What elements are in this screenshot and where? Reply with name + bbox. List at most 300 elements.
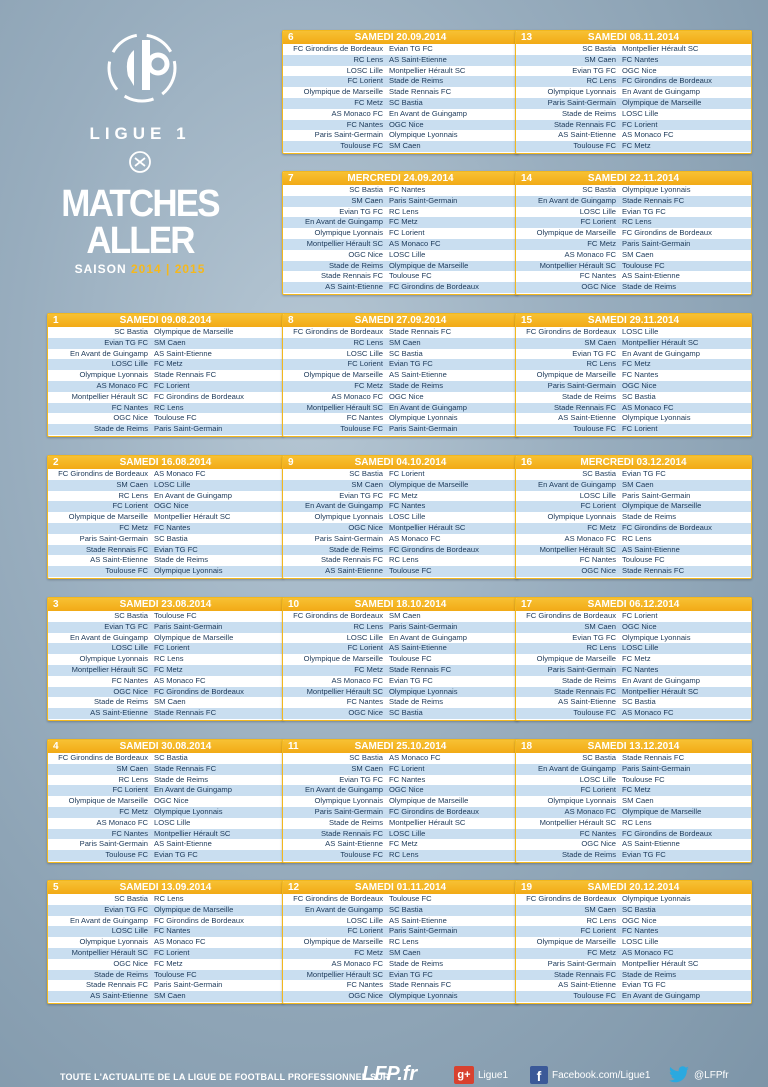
match-row (48, 753, 283, 764)
match-list (283, 894, 518, 1002)
away-team: RC Lens (389, 555, 419, 565)
match-row (283, 392, 518, 403)
away-team: AS Saint-Etienne (622, 839, 680, 849)
match-row (516, 501, 751, 512)
home-team: Toulouse FC (573, 708, 616, 718)
match-row (283, 611, 518, 622)
match-row (516, 775, 751, 786)
match-row (48, 501, 283, 512)
away-team: Evian TG FC (622, 980, 666, 990)
away-team: Paris Saint-Germain (154, 424, 223, 434)
away-team: FC Metz (389, 839, 418, 849)
away-team: Olympique Lyonnais (389, 686, 458, 696)
match-row (283, 55, 518, 66)
home-team: OGC Nice (348, 522, 383, 532)
match-list (516, 327, 751, 435)
home-team: AS Monaco FC (331, 108, 383, 118)
away-team: FC Metz (389, 490, 418, 500)
home-team: Evian TG FC (339, 490, 383, 500)
match-row (48, 708, 283, 719)
away-team: Montpellier Hérault SC (389, 65, 466, 75)
away-team: Stade Rennais FC (622, 195, 685, 205)
home-team: FC Girondins de Bordeaux (526, 611, 616, 620)
match-row (283, 980, 518, 991)
match-row (516, 555, 751, 566)
match-row (283, 130, 518, 141)
match-row (516, 217, 751, 228)
home-team: SM Caen (351, 479, 383, 489)
home-team: FC Lorient (580, 501, 616, 511)
home-team: SC Bastia (114, 894, 148, 903)
matchday-card (47, 880, 284, 1004)
home-team: LOSC Lille (346, 65, 383, 75)
matchday-card (515, 455, 752, 579)
home-team: Olympique de Marseille (303, 370, 383, 380)
match-row (516, 261, 751, 272)
match-row (516, 403, 751, 414)
home-team: FC Lorient (347, 359, 383, 369)
match-row (283, 87, 518, 98)
match-row (283, 775, 518, 786)
home-team: Evian TG FC (104, 337, 148, 347)
away-team: OGC Nice (622, 65, 657, 75)
away-team: AS Monaco FC (389, 753, 441, 762)
away-team: SM Caen (154, 337, 186, 347)
away-team: AS Saint-Etienne (154, 839, 212, 849)
away-team: FC Nantes (389, 501, 426, 511)
home-team: Olympique de Marseille (536, 370, 616, 380)
away-team: Toulouse FC (389, 654, 432, 664)
match-row (516, 785, 751, 796)
matchday-card (282, 739, 519, 863)
matchday-number: 17 (521, 599, 533, 610)
away-team: AS Saint-Etienne (389, 370, 447, 380)
away-team: OGC Nice (622, 915, 657, 925)
match-row (516, 271, 751, 282)
home-team: Olympique Lyonnais (547, 512, 616, 522)
away-team: FC Girondins de Bordeaux (154, 686, 244, 696)
football-icon (128, 150, 152, 174)
away-team: OGC Nice (622, 621, 657, 631)
match-row (48, 785, 283, 796)
home-team: Montpellier Hérault SC (306, 969, 383, 979)
home-team: Montpellier Hérault SC (539, 544, 616, 554)
home-team: OGC Nice (581, 282, 616, 292)
away-team: Stade de Reims (389, 76, 444, 86)
home-team: AS Saint-Etienne (90, 991, 148, 1001)
away-team: AS Monaco FC (622, 947, 674, 957)
matchday-date: SAMEDI 13.12.2014 (587, 741, 680, 752)
home-team: Montpellier Hérault SC (306, 402, 383, 412)
match-row (516, 109, 751, 120)
title-line-2: ALLER (86, 220, 194, 262)
away-team: En Avant de Guingamp (622, 675, 700, 685)
away-team: En Avant de Guingamp (622, 991, 700, 1001)
matchday-number: 8 (288, 315, 294, 326)
match-row (48, 829, 283, 840)
match-row (283, 970, 518, 981)
match-row (283, 622, 518, 633)
home-team: FC Metz (354, 664, 383, 674)
away-team: Olympique de Marseille (389, 260, 469, 270)
match-row (48, 775, 283, 786)
home-team: Paris Saint-Germain (547, 958, 616, 968)
away-team: SM Caen (154, 991, 186, 1001)
matchday-header (283, 456, 518, 469)
home-team: OGC Nice (113, 686, 148, 696)
match-list (48, 469, 283, 577)
match-row (283, 555, 518, 566)
matchday-card (282, 455, 519, 579)
home-team: FC Lorient (347, 76, 383, 86)
home-team: FC Metz (119, 522, 148, 532)
matchday-header (283, 598, 518, 611)
away-team: FC Nantes (389, 185, 426, 194)
away-team: FC Nantes (154, 522, 191, 532)
home-team: En Avant de Guingamp (538, 195, 616, 205)
away-team: Montpellier Hérault SC (389, 817, 466, 827)
match-list (283, 44, 518, 152)
match-row (283, 764, 518, 775)
matchday-header (516, 881, 751, 894)
home-team: Stade de Reims (93, 424, 148, 434)
home-team: FC Metz (587, 947, 616, 957)
matchday-card (515, 880, 752, 1004)
matchday-header (516, 31, 751, 44)
match-row (516, 120, 751, 131)
matchday-date: SAMEDI 01.11.2014 (354, 882, 447, 893)
away-team: Olympique Lyonnais (154, 806, 223, 816)
home-team: Paris Saint-Germain (79, 839, 148, 849)
match-row (516, 948, 751, 959)
footer (0, 1062, 768, 1087)
home-team: En Avant de Guingamp (70, 348, 148, 358)
matchday-number: 3 (53, 599, 59, 610)
gplus-label: Ligue1 (478, 1069, 509, 1081)
home-team: Paris Saint-Germain (547, 97, 616, 107)
away-team: FC Lorient (154, 947, 190, 957)
page-title (48, 183, 232, 262)
home-team: AS Monaco FC (96, 817, 148, 827)
away-team: Toulouse FC (389, 271, 432, 281)
home-team: FC Girondins de Bordeaux (58, 753, 148, 762)
match-row (516, 708, 751, 719)
away-team: OGC Nice (622, 380, 657, 390)
away-team: Olympique Lyonnais (622, 185, 691, 194)
match-row (283, 665, 518, 676)
away-team: FC Metz (154, 664, 183, 674)
match-row (516, 818, 751, 829)
match-row (48, 697, 283, 708)
match-row (48, 894, 283, 905)
match-row (516, 282, 751, 293)
match-row (283, 76, 518, 87)
home-team: Olympique Lyonnais (79, 654, 148, 664)
home-team: FC Lorient (347, 643, 383, 653)
match-row (283, 512, 518, 523)
away-team: Montpellier Hérault SC (389, 522, 466, 532)
away-team: OGC Nice (389, 119, 424, 129)
matchday-number: 12 (288, 882, 300, 893)
matchday-date: SAMEDI 16.08.2014 (119, 457, 212, 468)
matchday-header (283, 881, 518, 894)
away-team: FC Lorient (154, 380, 190, 390)
away-team: En Avant de Guingamp (389, 402, 467, 412)
match-row (48, 534, 283, 545)
match-row (516, 926, 751, 937)
home-team: Olympique de Marseille (303, 937, 383, 947)
match-row (283, 44, 518, 55)
away-team: Stade Rennais FC (389, 87, 452, 97)
home-team: SM Caen (116, 763, 148, 773)
home-team: SC Bastia (582, 469, 616, 478)
away-team: SC Bastia (622, 904, 656, 914)
match-list (48, 894, 283, 1002)
away-team: AS Monaco FC (154, 469, 206, 478)
match-row (48, 643, 283, 654)
away-team: Olympique de Marseille (389, 479, 469, 489)
home-team: Evian TG FC (104, 621, 148, 631)
match-row (516, 327, 751, 338)
match-row (48, 980, 283, 991)
away-team: LOSC Lille (389, 512, 426, 522)
matchday-header (516, 172, 751, 185)
matchday-header (48, 456, 283, 469)
match-row (516, 905, 751, 916)
away-team: FC Metz (389, 217, 418, 227)
home-team: Stade Rennais FC (320, 271, 383, 281)
away-team: Stade de Reims (622, 282, 677, 292)
home-team: LOSC Lille (579, 206, 616, 216)
home-team: Evian TG FC (104, 904, 148, 914)
home-team: FC Metz (354, 380, 383, 390)
home-team: FC Nantes (346, 413, 383, 423)
home-team: Olympique Lyonnais (547, 87, 616, 97)
match-list (283, 327, 518, 435)
home-team: Paris Saint-Germain (314, 533, 383, 543)
home-team: Olympique Lyonnais (314, 228, 383, 238)
match-row (48, 676, 283, 687)
home-team: OGC Nice (348, 708, 383, 718)
match-row (283, 228, 518, 239)
twitter-label: @LFPfr (694, 1069, 729, 1081)
away-team: FC Lorient (154, 643, 190, 653)
home-team: Stade de Reims (561, 850, 616, 860)
match-list (283, 753, 518, 861)
away-team: Stade de Reims (622, 512, 677, 522)
match-row (48, 991, 283, 1002)
match-list (516, 469, 751, 577)
match-row (48, 665, 283, 676)
match-list (283, 469, 518, 577)
matchday-card (47, 597, 284, 721)
match-row (516, 566, 751, 577)
home-team: RC Lens (353, 337, 383, 347)
match-row (48, 512, 283, 523)
away-team: Paris Saint-Germain (154, 621, 223, 631)
away-team: Montpellier Hérault SC (622, 44, 699, 53)
away-team: Evian TG FC (389, 44, 433, 53)
match-row (516, 980, 751, 991)
away-team: FC Nantes (154, 926, 191, 936)
matchday-date: SAMEDI 30.08.2014 (119, 741, 212, 752)
home-team: AS Monaco FC (331, 958, 383, 968)
away-team: OGC Nice (389, 785, 424, 795)
match-row (516, 764, 751, 775)
away-team: SC Bastia (389, 348, 423, 358)
match-row (48, 839, 283, 850)
facebook-icon: f (530, 1066, 548, 1084)
match-row (516, 424, 751, 435)
away-team: FC Nantes (622, 370, 659, 380)
home-team: Evian TG FC (339, 206, 383, 216)
away-team: SC Bastia (389, 904, 423, 914)
match-row (516, 991, 751, 1002)
home-team: Paris Saint-Germain (547, 664, 616, 674)
away-team: Toulouse FC (154, 611, 197, 620)
home-team: LOSC Lille (111, 359, 148, 369)
away-team: FC Girondins de Bordeaux (389, 806, 479, 816)
home-team: SM Caen (584, 54, 616, 64)
google-plus-icon: g+ (454, 1066, 474, 1084)
match-row (283, 359, 518, 370)
away-team: FC Girondins de Bordeaux (622, 76, 712, 86)
match-row (516, 55, 751, 66)
home-team: FC Nantes (346, 980, 383, 990)
home-team: FC Girondins de Bordeaux (293, 611, 383, 620)
away-team: Stade Rennais FC (622, 566, 685, 576)
away-team: AS Saint-Etienne (389, 915, 447, 925)
home-team: AS Saint-Etienne (558, 130, 616, 140)
away-team: Toulouse FC (389, 566, 432, 576)
gplus-link[interactable] (454, 1066, 508, 1084)
matchday-header (516, 314, 751, 327)
matchday-date: SAMEDI 04.10.2014 (354, 457, 447, 468)
home-team: Olympique de Marseille (536, 228, 616, 238)
matchday-date: SAMEDI 20.09.2014 (354, 32, 447, 43)
match-row (516, 87, 751, 98)
home-team: Montpellier Hérault SC (539, 260, 616, 270)
match-row (516, 937, 751, 948)
match-row (516, 622, 751, 633)
home-team: LOSC Lille (111, 926, 148, 936)
home-team: Evian TG FC (572, 348, 616, 358)
away-team: OGC Nice (154, 501, 189, 511)
match-row (516, 98, 751, 109)
match-row (48, 555, 283, 566)
match-row (48, 687, 283, 698)
away-team: FC Metz (154, 359, 183, 369)
away-team: En Avant de Guingamp (154, 490, 232, 500)
match-row (283, 217, 518, 228)
matchday-number: 7 (288, 173, 294, 184)
away-team: RC Lens (389, 206, 419, 216)
away-team: SM Caen (154, 697, 186, 707)
away-team: Stade de Reims (389, 380, 444, 390)
match-row (516, 850, 751, 861)
match-row (48, 764, 283, 775)
away-team: Paris Saint-Germain (389, 926, 458, 936)
match-list (48, 753, 283, 861)
away-team: Toulouse FC (622, 555, 665, 565)
match-row (48, 392, 283, 403)
matchday-card (515, 171, 752, 295)
twitter-link[interactable] (668, 1066, 729, 1084)
home-team: Toulouse FC (340, 141, 383, 151)
away-team: Stade de Reims (389, 958, 444, 968)
home-team: SM Caen (584, 904, 616, 914)
match-row (516, 141, 751, 152)
away-team: SC Bastia (622, 391, 656, 401)
match-row (48, 491, 283, 502)
away-team: RC Lens (154, 402, 184, 412)
away-team: AS Saint-Etienne (622, 271, 680, 281)
home-team: Toulouse FC (573, 991, 616, 1001)
match-row (283, 708, 518, 719)
match-row (516, 381, 751, 392)
match-list (48, 327, 283, 435)
away-team: SC Bastia (389, 97, 423, 107)
lfp-site-link[interactable]: LFP.fr (362, 1063, 418, 1085)
match-row (516, 44, 751, 55)
match-row (516, 611, 751, 622)
home-team: Toulouse FC (340, 424, 383, 434)
matchday-number: 4 (53, 741, 59, 752)
match-list (283, 611, 518, 719)
away-team: Evian TG FC (154, 544, 198, 554)
matchday-card (282, 30, 519, 154)
home-team: SM Caen (351, 763, 383, 773)
matchday-card (515, 313, 752, 437)
match-row (48, 850, 283, 861)
matchday-number: 10 (288, 599, 300, 610)
matchday-date: SAMEDI 22.11.2014 (587, 173, 680, 184)
home-team: LOSC Lille (346, 915, 383, 925)
away-team: RC Lens (389, 850, 419, 860)
facebook-link[interactable] (530, 1066, 650, 1084)
home-team: Paris Saint-Germain (79, 533, 148, 543)
home-team: FC Nantes (346, 119, 383, 129)
away-team: FC Nantes (389, 774, 426, 784)
away-team: LOSC Lille (389, 249, 426, 259)
match-row (48, 937, 283, 948)
away-team: FC Girondins de Bordeaux (622, 228, 712, 238)
match-row (283, 850, 518, 861)
season-years: 2014 | 2015 (130, 262, 206, 276)
away-team: FC Nantes (622, 926, 659, 936)
matchday-date: SAMEDI 13.09.2014 (119, 882, 212, 893)
match-row (516, 894, 751, 905)
away-team: AS Monaco FC (389, 238, 441, 248)
home-team: FC Nantes (111, 402, 148, 412)
home-team: RC Lens (353, 54, 383, 64)
home-team: Olympique de Marseille (536, 937, 616, 947)
away-team: En Avant de Guingamp (389, 108, 467, 118)
away-team: FC Metz (622, 654, 651, 664)
match-row (516, 697, 751, 708)
home-team: Toulouse FC (573, 424, 616, 434)
matchday-header (283, 172, 518, 185)
home-team: SM Caen (584, 621, 616, 631)
home-team: SC Bastia (582, 753, 616, 762)
match-row (283, 545, 518, 556)
home-team: Paris Saint-Germain (547, 380, 616, 390)
home-team: Stade de Reims (328, 260, 383, 270)
match-row (516, 228, 751, 239)
home-team: FC Lorient (580, 785, 616, 795)
match-row (516, 665, 751, 676)
match-row (283, 480, 518, 491)
